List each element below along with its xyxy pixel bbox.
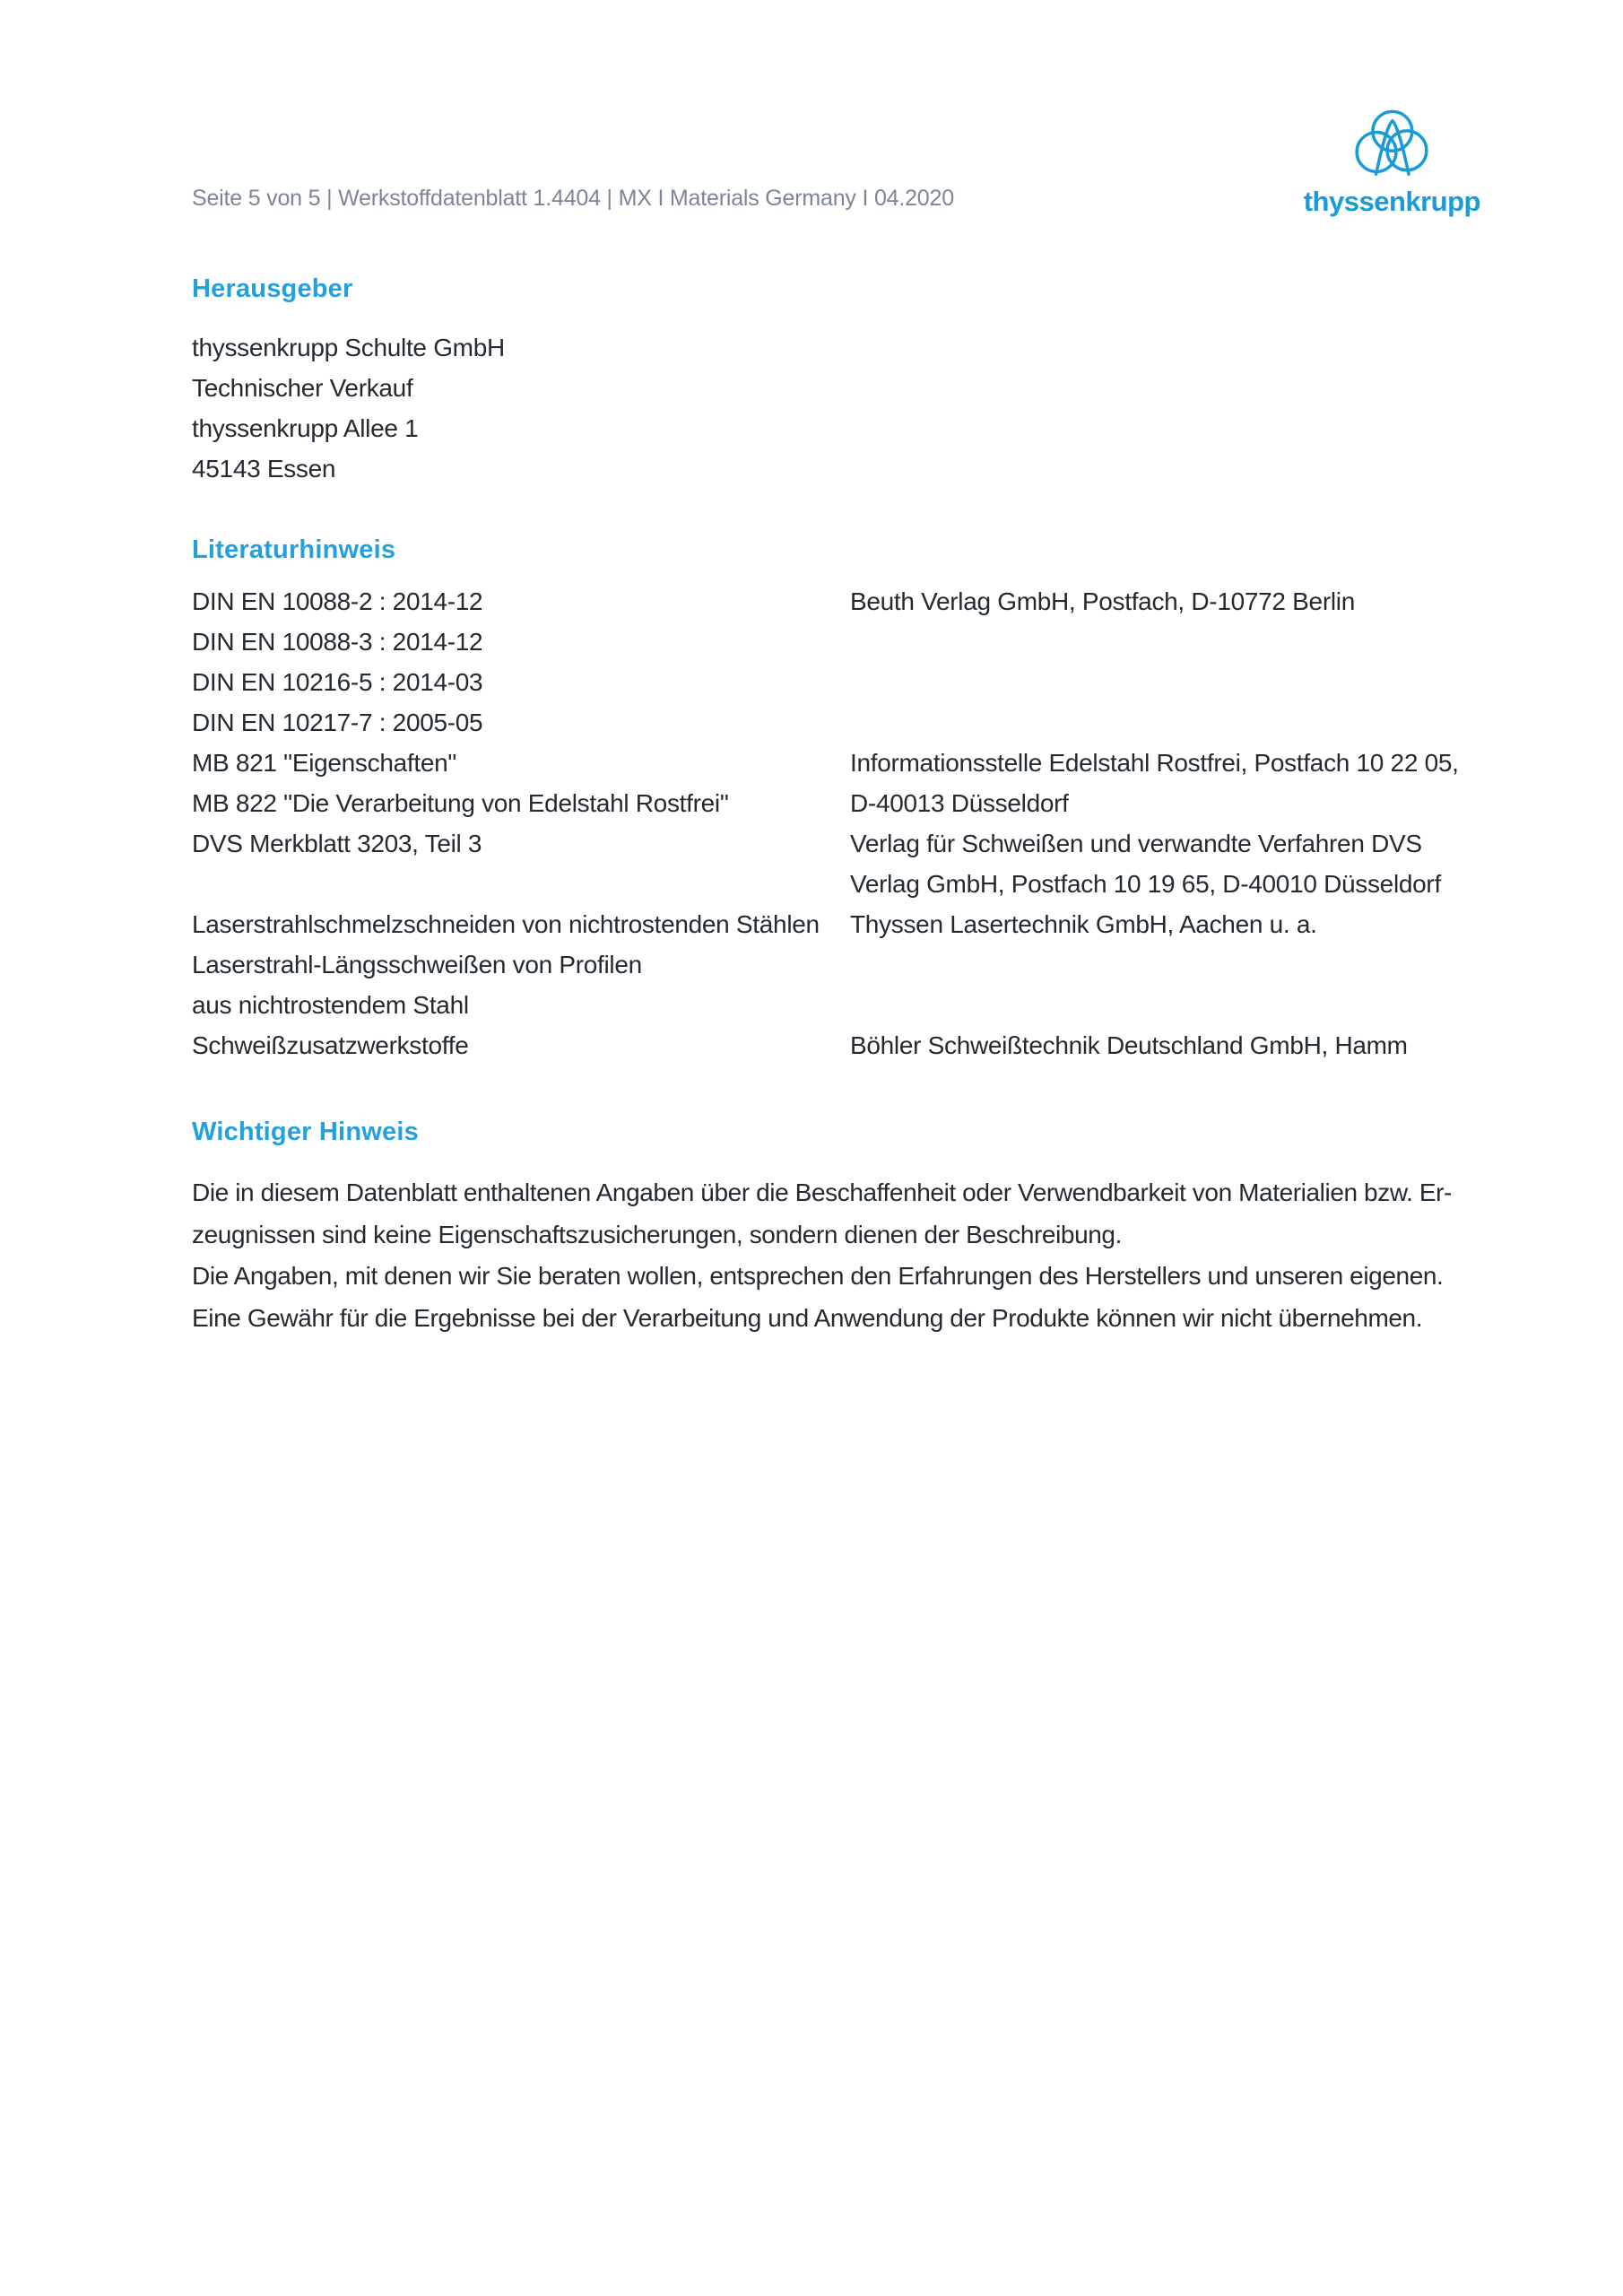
- thyssenkrupp-logo: [1304, 109, 1480, 215]
- literature-row: [192, 702, 1484, 743]
- page-header: [192, 0, 1484, 215]
- literature-row: [192, 743, 1484, 783]
- literature-publisher: Informationsstelle Edelstahl Rostfrei, Postfach 10 22 05,: [850, 749, 1459, 777]
- disclaimer-line: zeugnissen sind keine Eigenschaftszusicherungen, sondern dienen der Beschreibung.: [192, 1220, 1122, 1248]
- literature-row: [192, 864, 1484, 904]
- page-meta-line: Seite 5 von 5 | Werkstoffdatenblatt 1.4404 | MX I Materials Germany I 04.2020: [192, 186, 954, 211]
- address-line: Technischer Verkauf: [192, 374, 413, 402]
- thyssenkrupp-wordmark: thyssenkrupp: [1303, 186, 1480, 217]
- literature-reference: aus nichtrostendem Stahl: [192, 991, 469, 1019]
- address-line: 45143 Essen: [192, 455, 336, 483]
- literature-publisher: Thyssen Lasertechnik GmbH, Aachen u. a.: [850, 910, 1317, 938]
- literature-row: [192, 581, 1484, 622]
- literature-reference: Laserstrahlschmelzschneiden von nichtrostenden Stählen: [192, 910, 820, 938]
- address-line: thyssenkrupp Schulte GmbH: [192, 334, 505, 361]
- literature-row: [192, 985, 1484, 1025]
- disclaimer-line: Die Angaben, mit denen wir Sie beraten wollen, entsprechen den Erfahrungen des Herstellers und unseren eigenen.: [192, 1262, 1444, 1290]
- literature-row: [192, 783, 1484, 823]
- literature-reference: Laserstrahl-Längsschweißen von Profilen: [192, 951, 642, 978]
- publisher-address: [192, 327, 1484, 489]
- literature-reference: MB 822 "Die Verarbeitung von Edelstahl Rostfrei": [192, 789, 729, 817]
- literature-publisher: Verlag für Schweißen und verwandte Verfahren DVS: [850, 830, 1422, 857]
- literature-row: [192, 904, 1484, 944]
- literature-reference: DIN EN 10216-5 : 2014-03: [192, 668, 483, 696]
- disclaimer-line: Die in diesem Datenblatt enthaltenen Angaben über die Beschaffenheit oder Verwendbarkeit von Materialien bzw. Er-: [192, 1178, 1452, 1206]
- section-wichtiger-hinweis: [192, 1118, 1484, 1339]
- disclaimer-paragraph: [192, 1172, 1484, 1339]
- thyssenkrupp-emblem-icon: [1353, 109, 1430, 181]
- literature-publisher: Böhler Schweißtechnik Deutschland GmbH, Hamm: [850, 1031, 1408, 1059]
- section-literaturhinweis: [192, 535, 1484, 1065]
- literature-reference: MB 821 "Eigenschaften": [192, 749, 457, 777]
- disclaimer-line: Eine Gewähr für die Ergebnisse bei der Verarbeitung und Anwendung der Produkte können wir nicht übernehmen.: [192, 1303, 1423, 1332]
- section-title-wichtiger-hinweis: Wichtiger Hinweis: [192, 1118, 419, 1146]
- literature-reference: DVS Merkblatt 3203, Teil 3: [192, 830, 482, 857]
- literature-publisher: Verlag GmbH, Postfach 10 19 65, D-40010 Düsseldorf: [850, 870, 1441, 898]
- literature-reference: DIN EN 10088-3 : 2014-12: [192, 628, 483, 656]
- literature-reference: Schweißzusatzwerkstoffe: [192, 1031, 469, 1059]
- literature-row: [192, 823, 1484, 864]
- literature-row: [192, 1025, 1484, 1065]
- literature-row: [192, 944, 1484, 985]
- literature-reference: DIN EN 10088-2 : 2014-12: [192, 587, 483, 615]
- literature-reference: [192, 864, 850, 904]
- section-title-literaturhinweis: Literaturhinweis: [192, 535, 396, 564]
- literature-publisher: Beuth Verlag GmbH, Postfach, D-10772 Berlin: [850, 587, 1355, 615]
- section-title-herausgeber: Herausgeber: [192, 274, 353, 303]
- literature-reference: DIN EN 10217-7 : 2005-05: [192, 709, 483, 736]
- literature-row: [192, 662, 1484, 702]
- address-line: thyssenkrupp Allee 1: [192, 414, 419, 442]
- section-herausgeber: [192, 274, 1484, 489]
- literature-publisher: D-40013 Düsseldorf: [850, 789, 1069, 817]
- literature-row: [192, 622, 1484, 662]
- literature-table: [192, 581, 1484, 1065]
